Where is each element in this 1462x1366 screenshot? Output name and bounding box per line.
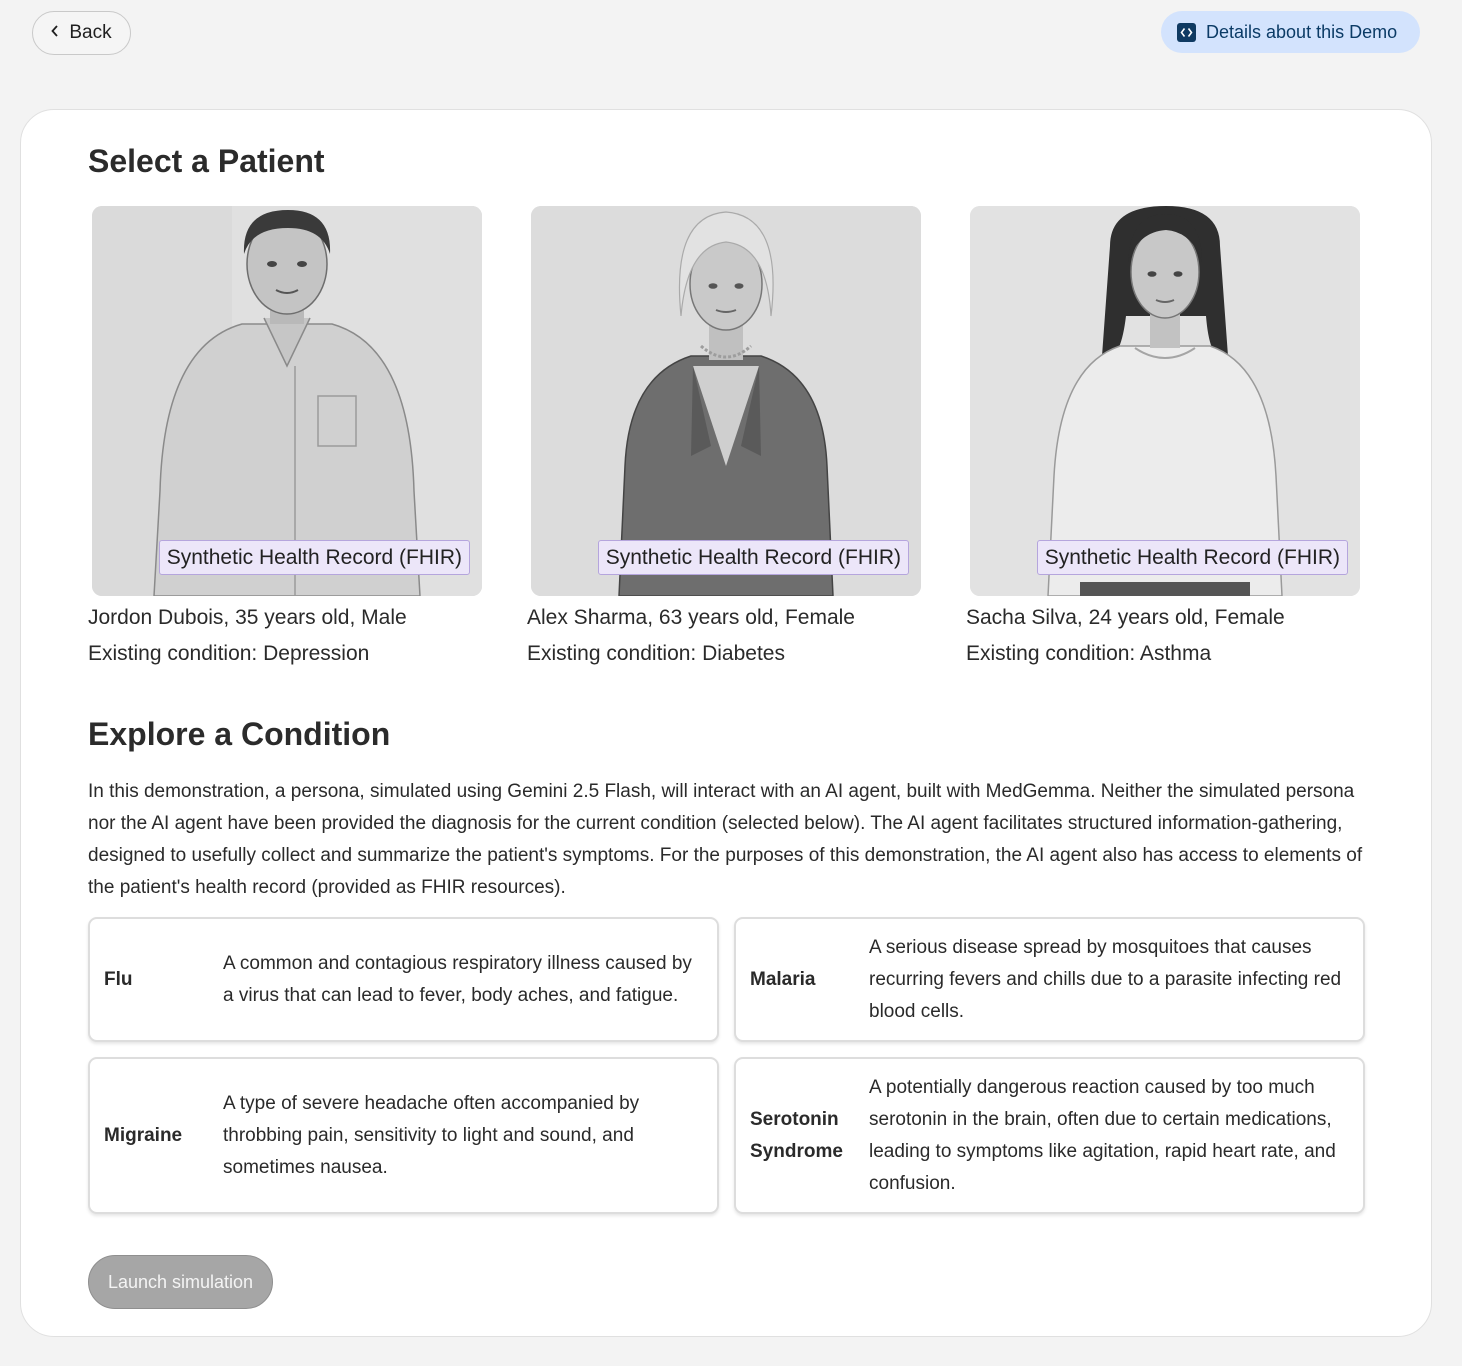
patient-existing-condition: Existing condition: Depression [88, 642, 370, 665]
fhir-badge: Synthetic Health Record (FHIR) [159, 540, 470, 575]
details-about-demo-button[interactable] [1161, 11, 1420, 53]
condition-description: A type of severe headache often accompanied by throbbing pain, sensitivity to light and sound, and sometimes nausea. [223, 1092, 640, 1178]
details-button-label: Details about this Demo [1206, 21, 1398, 42]
condition-card-flu[interactable] [88, 917, 719, 1042]
condition-description: A potentially dangerous reaction caused by too much serotonin in the brain, often due to certain medications, leading to symptoms like agitation, rapid heart rate, and confusion. [869, 1076, 1336, 1194]
patient-summary: Alex Sharma, 63 years old, Female [527, 606, 855, 629]
code-icon [1177, 23, 1196, 42]
patient-photo [970, 206, 1360, 596]
patient-summary: Jordon Dubois, 35 years old, Male [88, 606, 407, 629]
condition-card-serotonin-syndrome[interactable] [734, 1057, 1365, 1214]
back-button[interactable] [32, 11, 131, 55]
main-card [20, 109, 1432, 1337]
condition-card-malaria[interactable] [734, 917, 1365, 1042]
condition-name: Migraine [104, 1124, 183, 1146]
fhir-badge: Synthetic Health Record (FHIR) [1037, 540, 1348, 575]
condition-card-migraine[interactable] [88, 1057, 719, 1214]
back-button-label: Back [69, 22, 112, 43]
launch-simulation-button[interactable]: Launch simulation [88, 1255, 273, 1309]
condition-name: Malaria [750, 968, 816, 990]
chevron-left-icon [51, 24, 59, 40]
condition-description: A serious disease spread by mosquitoes that causes recurring fevers and chills due to a parasite infecting red blood cells. [869, 936, 1342, 1022]
condition-name: Flu [104, 968, 133, 990]
demo-description: In this demonstration, a persona, simulated using Gemini 2.5 Flash, will interact with an AI agent, built with MedGemma. Neither the simulated persona nor the AI agent have been provided the diagnosis for the current condition (selected below). The AI agent facilitates structured information-gathering, designed to usefully collect and summarize the patient's symptoms. For the purposes of this demonstration, the AI agent also has access to elements of the patient's health record (provided as FHIR resources). [88, 781, 1363, 898]
patient-card-jordon-dubois[interactable] [88, 206, 488, 666]
patient-card-sacha-silva[interactable] [966, 206, 1366, 666]
condition-name: Serotonin Syndrome [750, 1108, 843, 1162]
fhir-badge: Synthetic Health Record (FHIR) [598, 540, 909, 575]
patient-existing-condition: Existing condition: Asthma [966, 642, 1212, 665]
patient-photo [92, 206, 482, 596]
patient-photo [531, 206, 921, 596]
select-patient-heading: Select a Patient [88, 143, 325, 179]
condition-description: A common and contagious respiratory illness caused by a virus that can lead to fever, body aches, and fatigue. [223, 952, 692, 1006]
patient-summary: Sacha Silva, 24 years old, Female [966, 606, 1285, 629]
patient-card-alex-sharma[interactable] [527, 206, 927, 666]
patient-existing-condition: Existing condition: Diabetes [527, 642, 785, 665]
explore-condition-heading: Explore a Condition [88, 716, 391, 752]
